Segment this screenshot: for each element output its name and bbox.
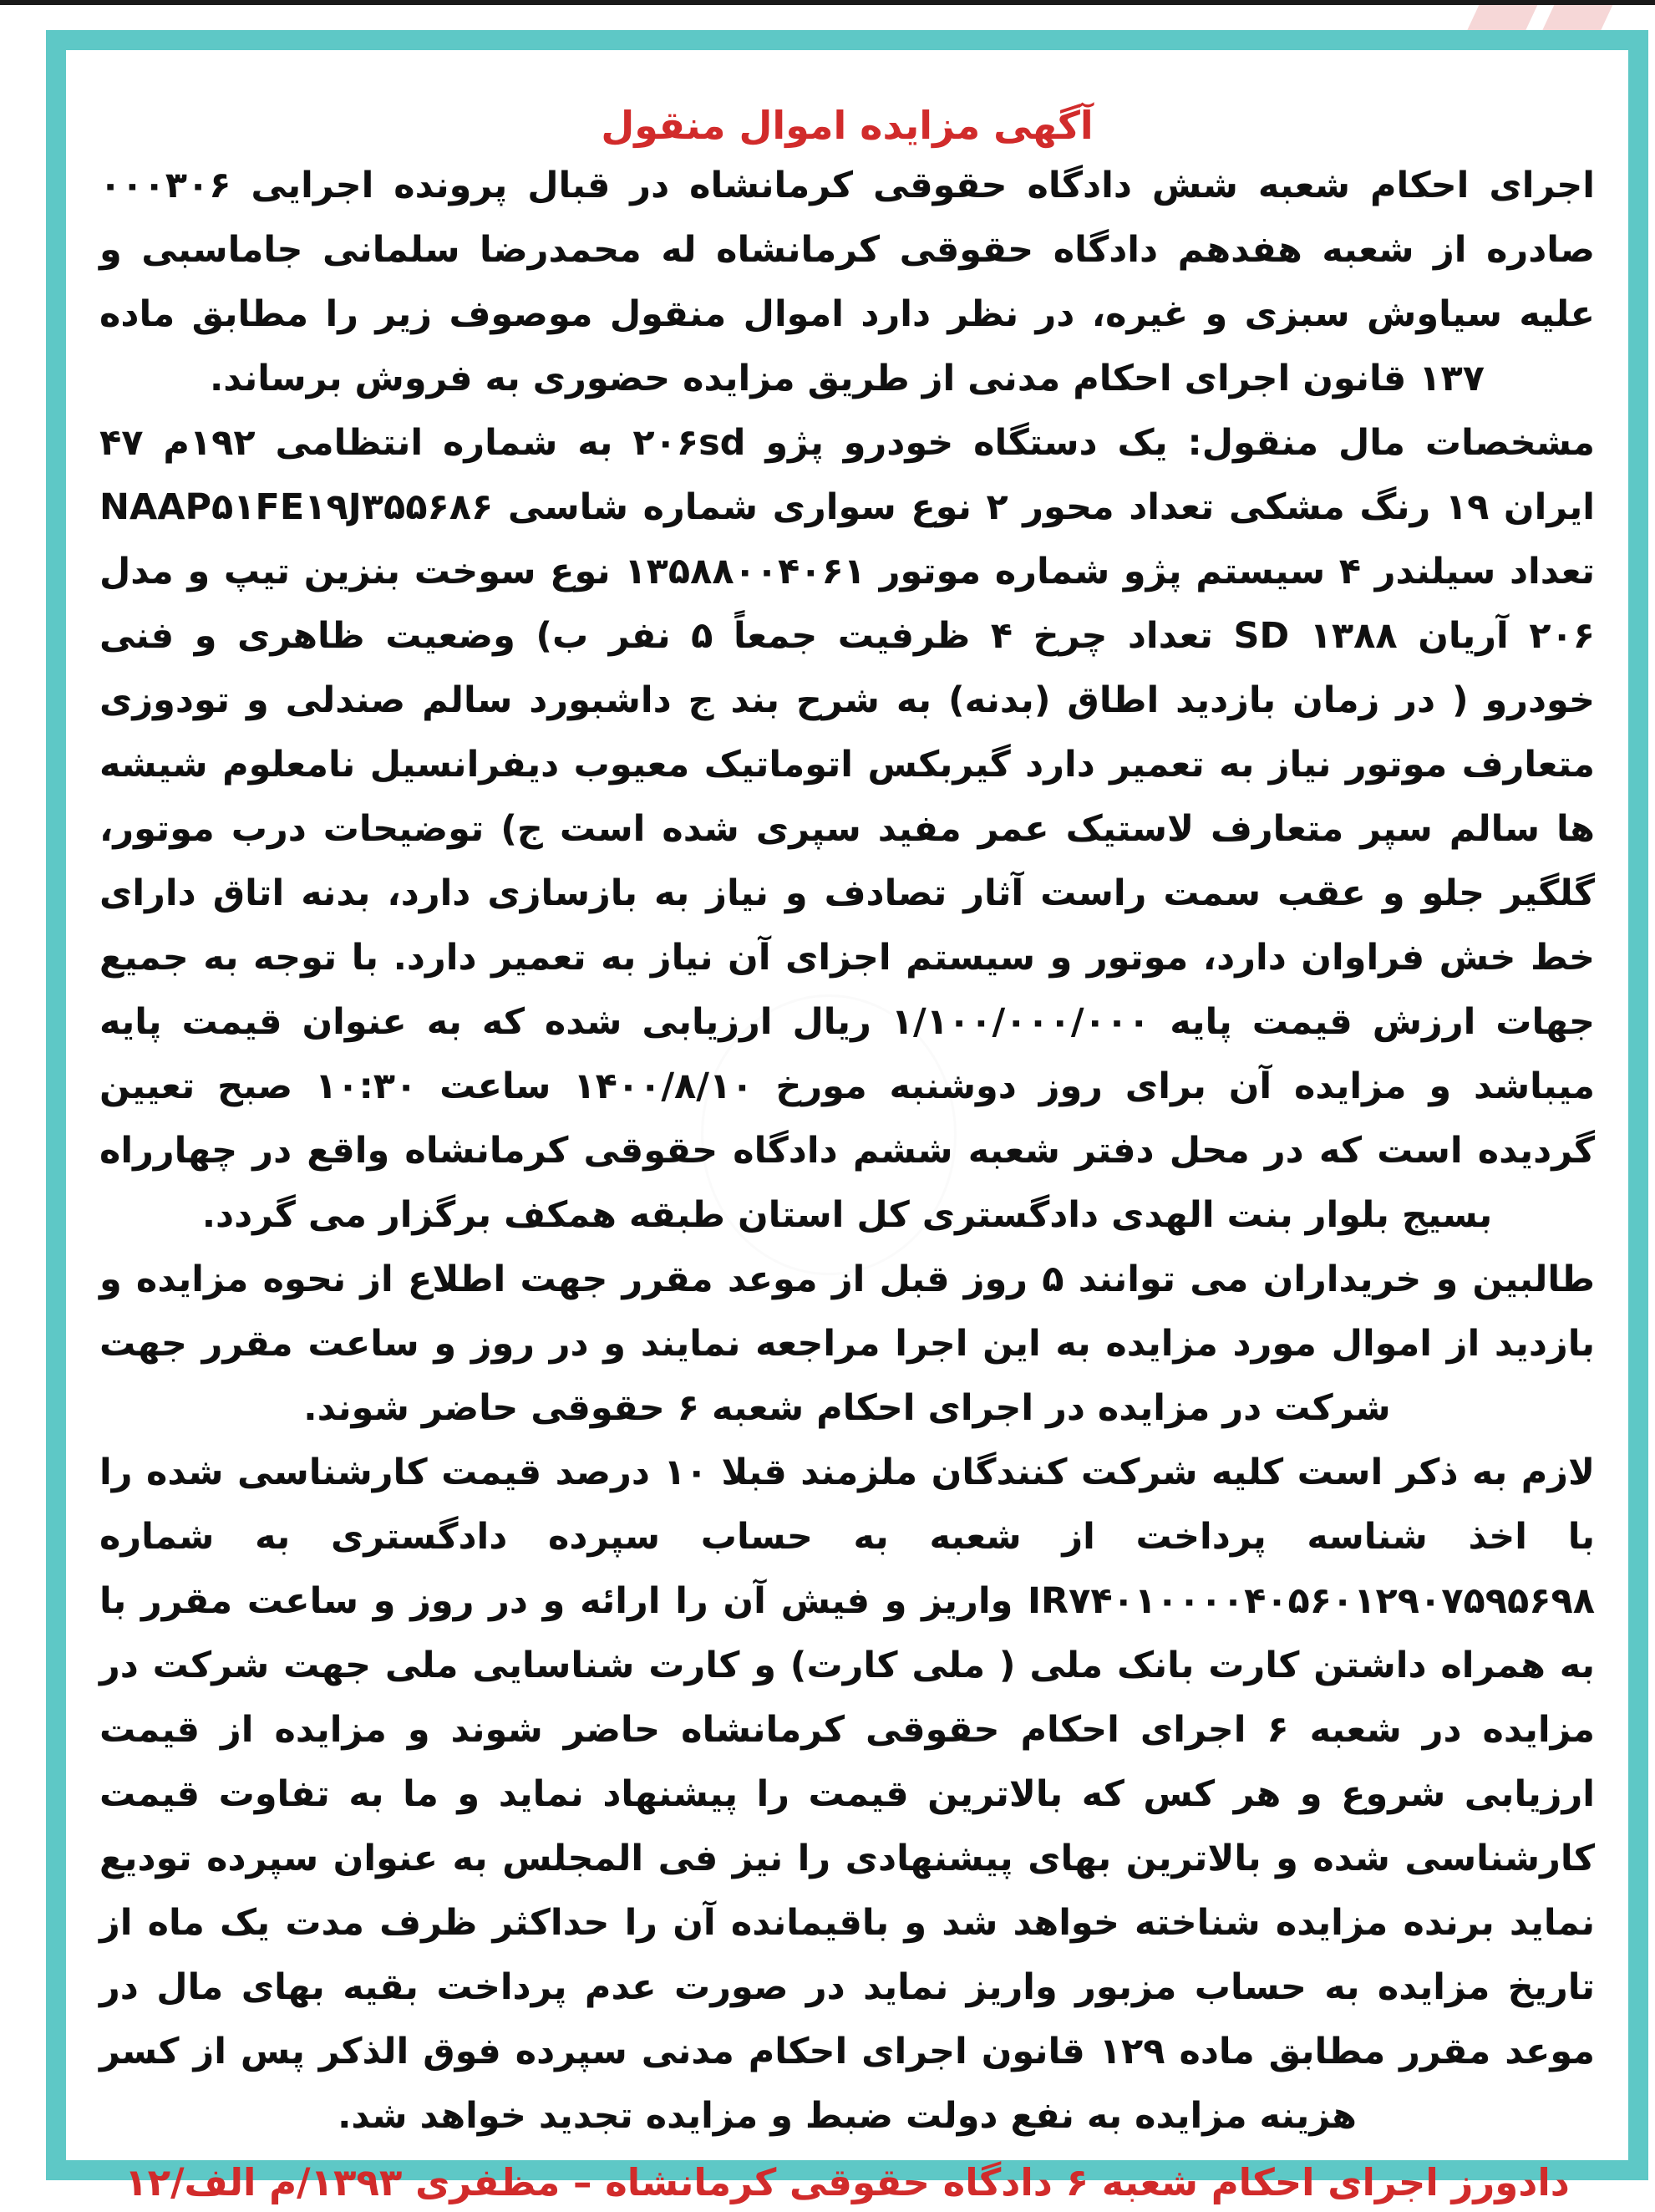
notice-paragraph-visit: طالبین و خریداران می توانند ۵ روز قبل از موعد مقرر جهت اطلاع از نحوه مزایده و بازدید از اموال مورد مزایده به این اجرا مراجعه نمایند و در روز و ساعت مقرر جهت شرکت در مزایده در اجرای احکام شعبه ۶ حقوقی حاضر شوند. — [99, 1259, 1595, 1429]
notice-title: آگهی مزایده اموال منقول — [601, 103, 1094, 148]
notice-content — [66, 50, 1628, 2204]
notice-paragraph-specs: مشخصات مال منقول: یک دستگاه خودرو پژو ۲۰۶sd به شماره انتظامی ۱۹۲م ۴۷ ایران ۱۹ رنگ مشکی تعداد محور ۲ نوع سواری شماره شاسی NAAP۵۱FE۱۹J۳۵۵۶۸۶ تعداد سیلندر ۴ سیستم پژو شماره موتور ۱۳۵۸۸۰۰۴۰۶۱ نوع سوخت بنزین تیپ و مدل ۲۰۶ آریان ۱۳۸۸ SD تعداد چرخ ۴ ظرفیت جمعاً ۵ نفر ب) وضعیت ظاهری و فنی خودرو ( در زمان بازدید اطاق (بدنه) به شرح بند ج داشبورد سالم صندلی و تودوزی متعارف موتور نیاز به تعمیر دارد گیربکس اتوماتیک معیوب دیفرانسیل نامعلوم شیشه ها سالم سپر متعارف لاستیک عمر مفید سپری شده است ج) توضیحات درب موتور، گلگیر جلو و عقب سمت راست آثار تصادف و نیاز به بازسازی دارد، بدنه اتاق دارای خط خش فراوان دارد، موتور و سیستم اجزای آن نیاز به تعمیر دارد. با توجه به جمیع جهات ارزش قیمت پایه ۱/۱۰۰/۰۰۰/۰۰۰ ریال ارزیابی شده که به عنوان قیمت پایه میباشد و مزایده آن برای روز دوشنبه مورخ ۱۴۰۰/۸/۱۰ ساعت ۱۰:۳۰ صبح تعیین گردیده است که در محل دفتر شعبه ششم دادگاه حقوقی کرمانشاه واقع در چهارراه بسیج بلوار بنت الهدی دادگستری کل استان طبقه همکف برگزار می گردد. — [99, 422, 1596, 1236]
notice-signature: دادورز اجرای احکام شعبه ۶ دادگاه حقوقی کرمانشاه – مظفری ۱۳۹۳/م الف/۱۲ — [124, 2160, 1570, 2204]
notice-frame — [46, 30, 1648, 2204]
notice-paragraph-terms: لازم به ذکر است کلیه شرکت کنندگان ملزمند قبلا ۱۰ درصد قیمت کارشناسی شده را با اخذ شناسه پرداخت از شعبه به حساب سپرده دادگستری به شماره IR۷۴۰۱۰۰۰۰۴۰۵۶۰۱۲۹۰۷۵۹۵۶۹۸ واریز و فیش آن را ارائه و در روز و ساعت مقرر با به همراه داشتن کارت بانک ملی ( ملی کارت) و کارت شناسایی ملی جهت شرکت در مزایده در شعبه ۶ اجرای احکام حقوقی کرمانشاه حاضر شوند و مزایده از قیمت ارزیابی شروع و هر کس که بالاترین قیمت را پیشنهاد نماید و ما به تفاوت قیمت کارشناسی شده و بالاترین بهای پیشنهادی را نیز فی المجلس به عنوان سپرده تودیع نماید برنده مزایده شناخته خواهد شد و باقیمانده آن را حداکثر ظرف مدت یک ماه از تاریخ مزایده به حساب مزبور واریز نماید در صورت عدم پرداخت بقیه بهای مال در موعد مقرر مطابق ماده ۱۲۹ قانون اجرای احکام مدنی سپرده فوق الذکر پس از کسر هزینه مزایده به نفع دولت ضبط و مزایده تجدید خواهد شد. — [99, 1452, 1595, 2137]
top-rule — [0, 0, 1655, 5]
notice-paragraph-intro: اجرای احکام شعبه شش دادگاه حقوقی کرمانشاه در قبال پرونده اجرایی ۰۰۰۳۰۶ صادره از شعبه هفدهم دادگاه حقوقی کرمانشاه له محمدرضا سلمانی جاماسبی و علیه سیاوش سبزی و غیره، در نظر دارد اموال منقول موصوف زیر را مطابق ماده ۱۳۷ قانون اجرای احکام مدنی از طریق مزایده حضوری به فروش برساند. — [99, 165, 1595, 399]
